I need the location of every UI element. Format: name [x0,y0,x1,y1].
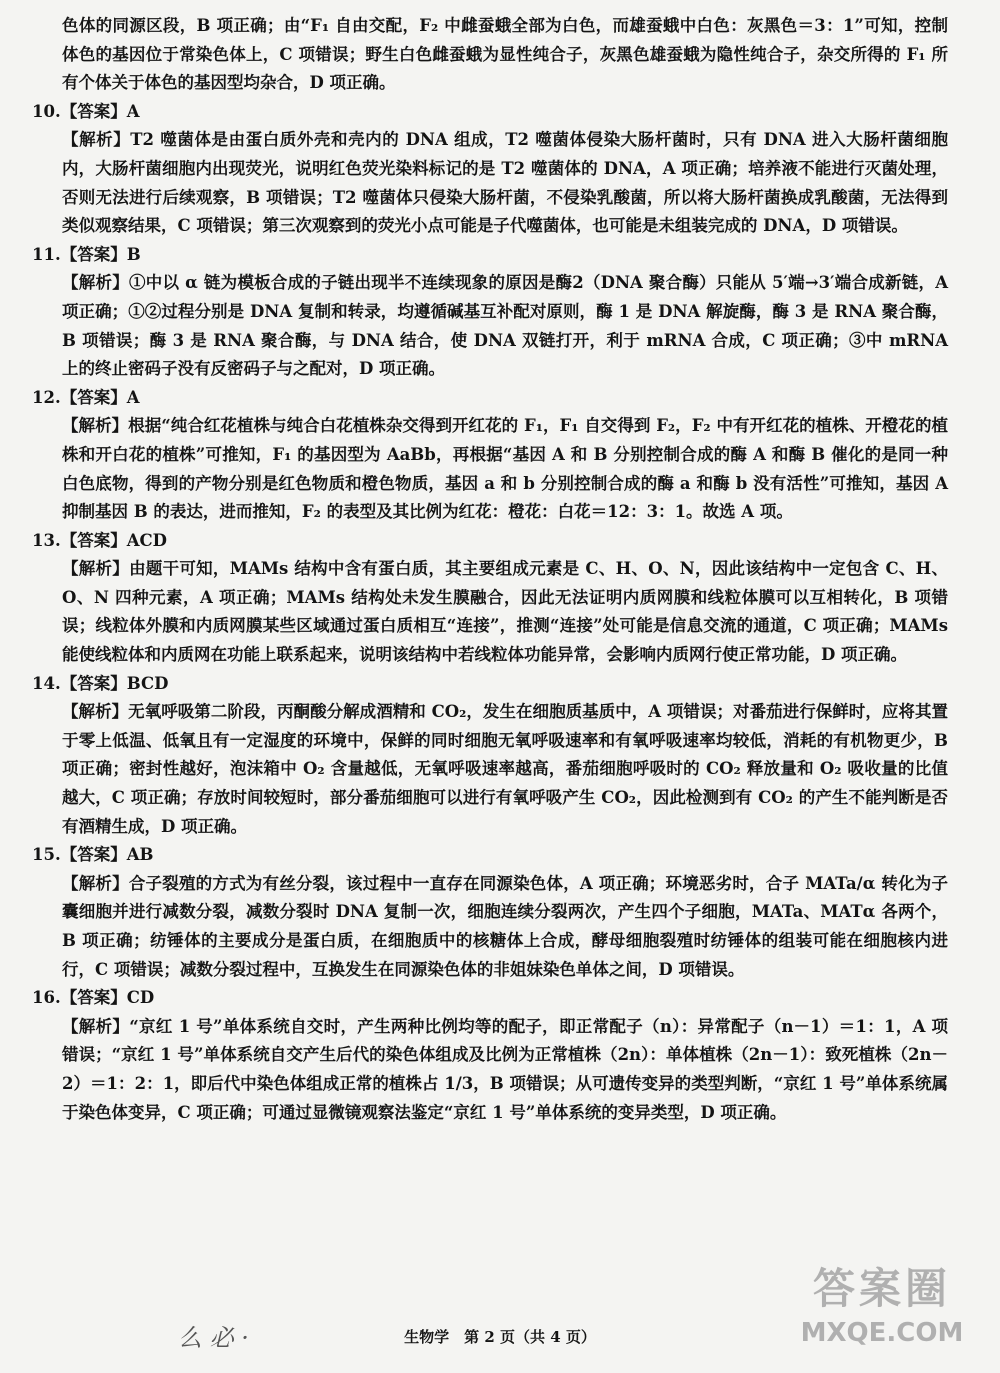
explanation-14: 【解析】无氧呼吸第二阶段，丙酮酸分解成酒精和 CO₂，发生在细胞质基质中，A 项错误；对番茄进行保鲜时，应将其置于零上低温、低氧且有一定湿度的环境中，保鲜的同时细胞无氧呼吸速率和有氧呼吸速率均较低，消耗的有机物更少，B 项正确；密封性越好，泡沫箱中 O₂ 含量越低，无氧呼吸速率越高，番茄细胞呼吸时的 CO₂ 释放量和 O₂ 吸收量的比值越大，C 项正确；存放时间较短时，部分番茄细胞可以进行有氧呼吸产生 CO₂，因此检测到有 CO₂ 的产生不能判断是否有酒精生成，D 项正确。 [62,702,948,836]
explanation-11: 【解析】①中以 α 链为模板合成的子链出现半不连续现象的原因是酶2（DNA 聚合酶）只能从 5′端→3′端合成新链，A 项正确；①②过程分别是 DNA 复制和转录，均遵循碱基互补配对原则，酶 1 是 DNA 解旋酶，酶 3 是 RNA 聚合酶，B 项错误；酶 3 是 RNA 聚合酶，与 DNA 结合，使 DNA 双链打开，利于 mRNA 合成，C 项正确；③中 mRNA 上的终止密码子没有反密码子与之配对，D 项正确。 [62,273,948,379]
explanation-13: 【解析】由题干可知，MAMs 结构中含有蛋白质，其主要组成元素是 C、H、O、N，因此该结构中一定包含 C、H、O、N 四种元素，A 项正确；MAMs 结构处未发生膜融合，因此无法证明内质网膜和线粒体膜可以互相转化，B 项错误；线粒体外膜和内质网膜某些区域通过蛋白质相互“连接”，推测“连接”处可能是信息交流的通道，C 项正确；MAMs 能使线粒体和内质网在功能上联系起来，说明该结构中若线粒体功能异常，会影响内质网行使正常功能，D 项正确。 [62,559,948,665]
explanation-10: 【解析】T2 噬菌体是由蛋白质外壳和壳内的 DNA 组成，T2 噬菌体侵染大肠杆菌时，只有 DNA 进入大肠杆菌细胞内，大肠杆菌细胞内出现荧光，说明红色荧光染料标记的是 T2 噬菌体的 DNA，A 项正确；培养液不能进行灭菌处理，否则无法进行后续观察，B 项错误；T2 噬菌体只侵染大肠杆菌，不侵染乳酸菌，所以将大肠杆菌换成乳酸菌，无法得到类似观察结果，C 项错误；第三次观察到的荧光小点可能是子代噬菌体，也可能是未组装完成的 DNA，D 项错误。 [62,130,948,236]
explanation-15: 【解析】合子裂殖的方式为有丝分裂，该过程中一直存在同源染色体，A 项正确；环境恶劣时，合子 MATa/α 转化为子囊细胞并进行减数分裂，减数分裂时 DNA 复制一次，细胞连续分裂两次，产生四个子细胞，MATa、MATα 各两个，B 项正确；纺锤体的主要成分是蛋白质，在细胞质中的核糖体上合成，酵母细胞裂殖时纺锤体的组装可能在细胞核内进行，C 项错误；减数分裂过程中，互换发生在同源染色体的非姐妹染色单体之间，D 项错误。 [62,873,948,979]
watermark-logo: 答案圈 [812,1264,951,1313]
answer-heading-11: 11.【答案】B [32,244,141,264]
answer-list [32,98,948,1127]
answer-heading-12: 12.【答案】A [32,387,140,407]
page-footer: 生物学 第 2 页（共 4 页） [404,1328,596,1346]
continuation-paragraph: 色体的同源区段，B 项正确；由“F₁ 自由交配，F₂ 中雌蚕蛾全部为白色，而雄蚕蛾中白色：灰黑色＝3：1”可知，控制体色的基因位于常染色体上，C 项错误；野生白色雌蚕蛾为显性纯合子，灰黑色雄蚕蛾为隐性纯合子，杂交所得的 F₁ 所有个体关于体色的基因型均杂合，D 项正确。 [62,16,948,93]
answer-heading-15: 15.【答案】AB [32,845,154,865]
answer-heading-14: 14.【答案】BCD [32,673,169,693]
explanation-12: 【解析】根据“纯合红花植株与纯合白花植株杂交得到开红花的 F₁，F₁ 自交得到 F₂，F₂ 中有开红花的植株、开橙花的植株和开白花的植株”可推知，F₁ 的基因型为 AaBb，再根据“基因 A 和 B 分别控制合成的酶 A 和酶 B 催化的是同一种白色底物，得到的产物分别是红色物质和橙色物质，基因 a 和 b 分别控制合成的酶 a 和酶 b 没有活性”可推知，基因 A 抑制基因 B 的表达，进而推知，F₂ 的表型及其比例为红花：橙花：白花＝12：3：1。故选 A 项。 [62,416,948,522]
watermark-url: MXQE.COM [800,1318,964,1348]
answer-heading-16: 16.【答案】CD [32,988,155,1008]
watermark [782,1256,982,1366]
answer-heading-10: 10.【答案】A [32,101,140,121]
handwritten-scribble: 么 必 · [178,1324,249,1352]
explanation-16: 【解析】“京红 1 号”单体系统自交时，产生两种比例均等的配子，即正常配子（n）：异常配子（n－1）＝1：1，A 项错误；“京红 1 号”单体系统自交产生后代的染色体组成及比例为正常植株（2n）：单体植株（2n－1）：致死植株（2n－2）＝1：2：1，即后代中染色体组成正常的植株占 1/3，B 项错误；从可遗传变异的类型判断，“京红 1 号”单体系统属于染色体变异，C 项正确；可通过显微镜观察法鉴定“京红 1 号”单体系统的变异类型，D 项正确。 [62,1016,948,1122]
answer-heading-13: 13.【答案】ACD [32,530,167,550]
